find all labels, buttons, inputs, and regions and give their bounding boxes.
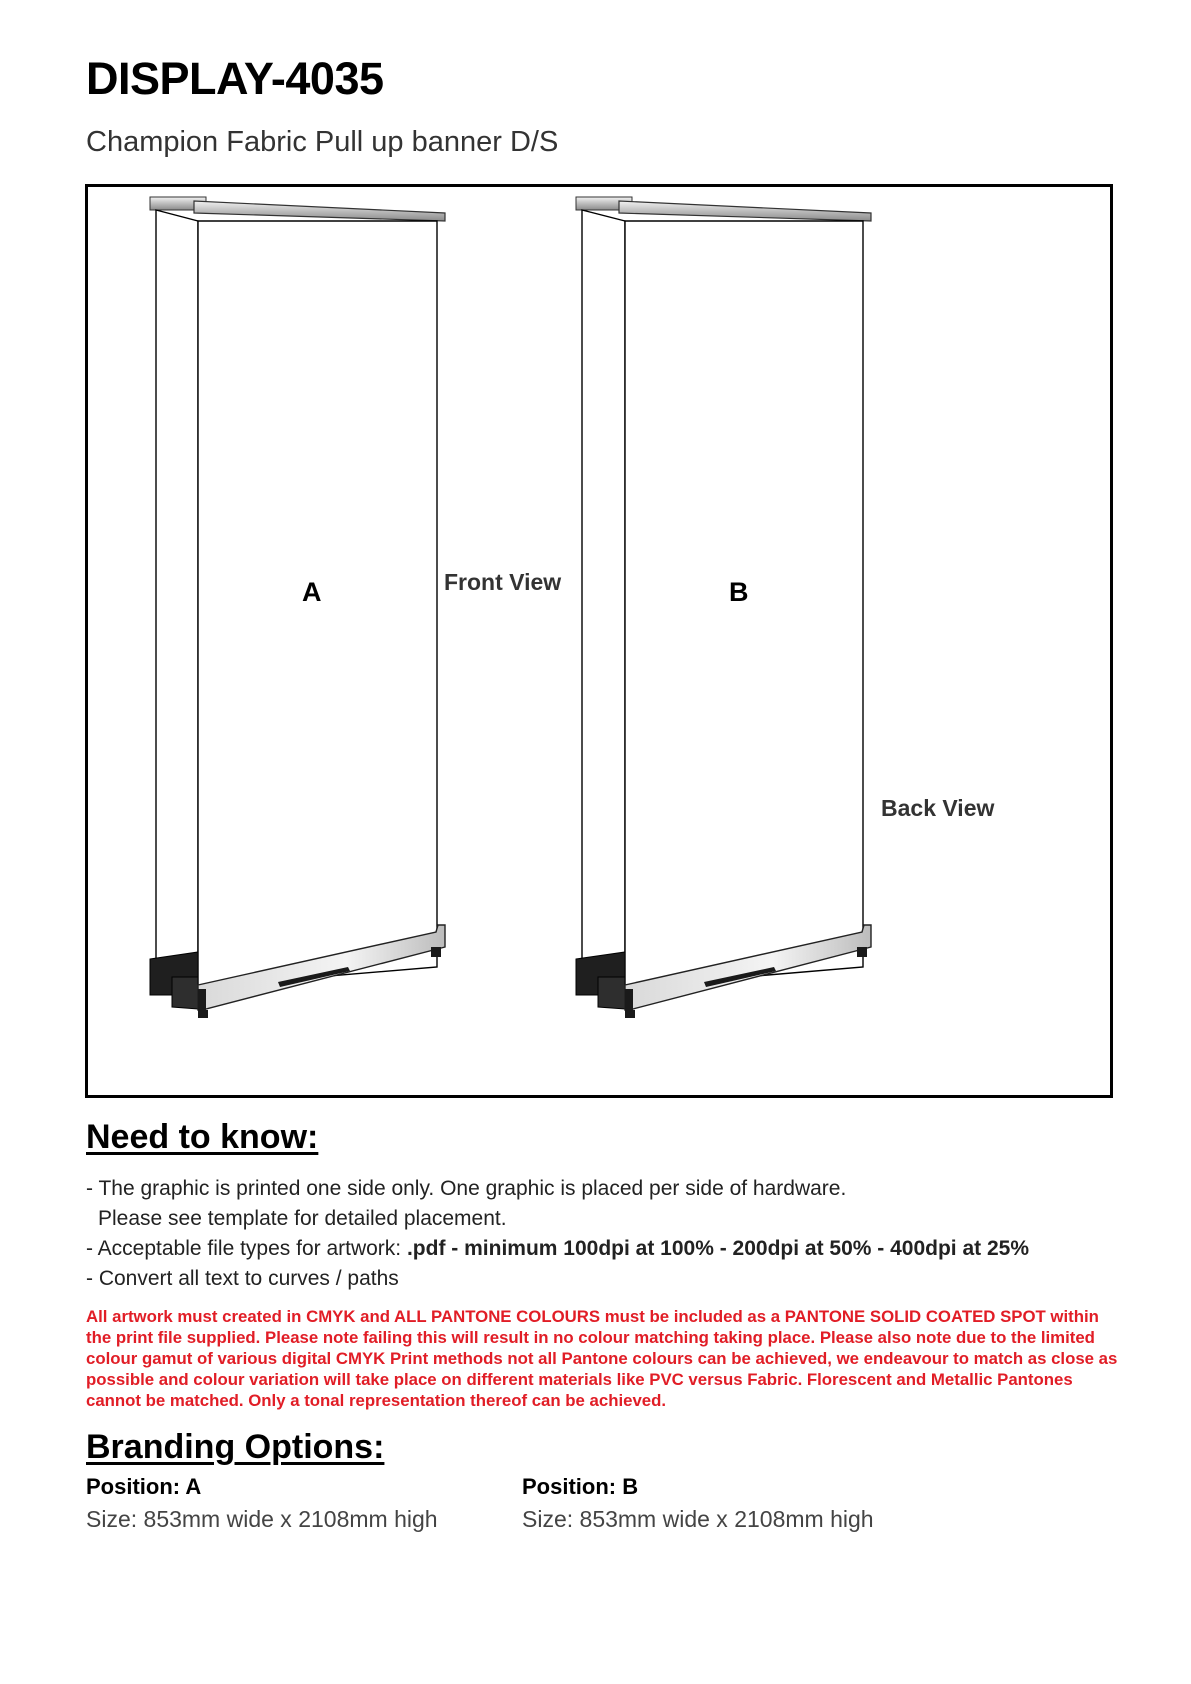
- position-b-title: Position: B: [522, 1474, 639, 1499]
- banner-a-illustration: [150, 197, 445, 1018]
- position-b-label: B: [729, 577, 749, 607]
- position-a-label: A: [302, 577, 322, 607]
- position-a-spec: [86, 1476, 438, 1531]
- list-item: [86, 1234, 1126, 1264]
- list-item: - The graphic is printed one side only. One graphic is placed per side of hardware.: [86, 1177, 847, 1200]
- position-b-spec: [522, 1476, 874, 1531]
- page-title: DISPLAY-4035: [86, 53, 384, 104]
- need-to-know-list: [86, 1174, 1126, 1294]
- position-a-title: Position: A: [86, 1474, 202, 1499]
- back-view-label: Back View: [881, 795, 995, 821]
- page-subtitle: Champion Fabric Pull up banner D/S: [86, 126, 559, 158]
- front-view-label: Front View: [444, 569, 562, 595]
- product-diagram: [85, 184, 1113, 1098]
- branding-options-heading: Branding Options:: [86, 1428, 385, 1466]
- banner-illustrations: [88, 187, 1110, 1095]
- file-types-label: - Acceptable file types for artwork:: [86, 1237, 407, 1260]
- file-types-value: .pdf - minimum 100dpi at 100% - 200dpi at 50% - 400dpi at 25%: [406, 1237, 1029, 1260]
- pantone-warning: All artwork must created in CMYK and ALL PANTONE COLOURS must be included as a PANTONE SOLID COATED SPOT within the print file supplied. Please note failing this will result in no colour matching taking place. Please also note due to the limited colour gamut of various digital CMYK Print methods not all Pantone colours can be achieved, we endeavour to match as close as possible and colour variation will take place on different materials like PVC versus Fabric. Florescent and Metallic Pantones cannot be matched. Only a tonal representation thereof can be achieved.: [86, 1307, 1118, 1410]
- list-item: - Convert all text to curves / paths: [86, 1267, 399, 1290]
- position-b-size: Size: 853mm wide x 2108mm high: [522, 1506, 874, 1532]
- position-a-size: Size: 853mm wide x 2108mm high: [86, 1506, 438, 1532]
- banner-b-illustration: [576, 197, 871, 1018]
- list-item: Please see template for detailed placement.: [98, 1207, 507, 1230]
- need-to-know-heading: Need to know:: [86, 1118, 319, 1156]
